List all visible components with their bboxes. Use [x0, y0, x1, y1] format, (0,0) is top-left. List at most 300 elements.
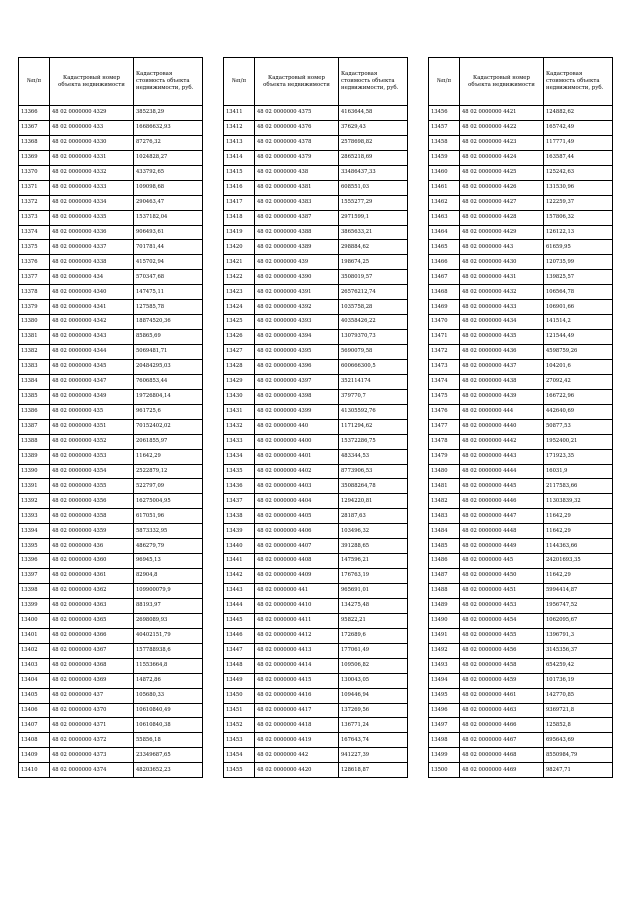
cadastral-number: 48 02 0000000 438: [255, 165, 339, 180]
row-number: 13476: [429, 404, 460, 419]
cadastral-number: 48 02 0000000 4429: [460, 225, 544, 240]
row-number: 13470: [429, 315, 460, 330]
cadastral-value: 9369721,8: [544, 703, 613, 718]
table-row: [429, 315, 613, 330]
row-number: 13373: [19, 210, 50, 225]
cadastral-number: 48 02 0000000 4360: [50, 554, 134, 569]
row-number: 13429: [224, 374, 255, 389]
table-row: [224, 150, 408, 165]
table-row: [19, 345, 203, 360]
table-row: [19, 598, 203, 613]
cadastral-value: 1956747,52: [544, 598, 613, 613]
cadastral-number: 48 02 0000000 4423: [460, 135, 544, 150]
cadastral-value: 5873332,95: [134, 524, 203, 539]
cadastral-number: 48 02 0000000 4387: [255, 210, 339, 225]
row-number: 13458: [429, 135, 460, 150]
row-number: 13410: [19, 763, 50, 778]
table-row: [224, 479, 408, 494]
row-number: 13427: [224, 345, 255, 360]
row-number: 13397: [19, 569, 50, 584]
cadastral-value: 3508019,57: [339, 270, 408, 285]
cadastral-value: 128618,87: [339, 763, 408, 778]
row-number: 13442: [224, 569, 255, 584]
cadastral-value: 5690079,58: [339, 345, 408, 360]
row-number: 13460: [429, 165, 460, 180]
cadastral-number: 48 02 0000000 4353: [50, 449, 134, 464]
cadastral-value: 127585,78: [134, 300, 203, 315]
table-row: [224, 210, 408, 225]
table-row: [429, 643, 613, 658]
cadastral-value: 1555277,29: [339, 195, 408, 210]
cadastral-value: 15372286,75: [339, 434, 408, 449]
row-number: 13392: [19, 494, 50, 509]
cadastral-number: 48 02 0000000 4428: [460, 210, 544, 225]
cadastral-value: 103496,32: [339, 524, 408, 539]
row-number: 13420: [224, 240, 255, 255]
row-number: 13437: [224, 494, 255, 509]
cadastral-value: 142770,85: [544, 688, 613, 703]
row-number: 13454: [224, 748, 255, 763]
table-row: [429, 225, 613, 240]
cadastral-number: 48 02 0000000 4461: [460, 688, 544, 703]
row-number: 13450: [224, 688, 255, 703]
cadastral-value: 11642,29: [544, 569, 613, 584]
row-number: 13386: [19, 404, 50, 419]
table-row: [19, 673, 203, 688]
cadastral-value: 98247,71: [544, 763, 613, 778]
table-row: [429, 524, 613, 539]
row-number: 13452: [224, 718, 255, 733]
cadastral-value: 1171294,62: [339, 419, 408, 434]
cadastral-number: 48 02 0000000 4396: [255, 359, 339, 374]
table-row: [19, 718, 203, 733]
cadastral-number: 48 02 0000000 4433: [460, 300, 544, 315]
cadastral-number: 48 02 0000000 4363: [50, 598, 134, 613]
table-row: [429, 703, 613, 718]
row-number: 13483: [429, 509, 460, 524]
row-number: 13477: [429, 419, 460, 434]
header-cadastral-value: Кадастровая стоимость объекта недвижимости, руб.: [339, 58, 408, 106]
cadastral-value: 124882,62: [544, 106, 613, 121]
cadastral-number: 48 02 0000000 435: [50, 404, 134, 419]
cadastral-value: 941227,39: [339, 748, 408, 763]
table-row: [429, 748, 613, 763]
cadastral-number: 48 02 0000000 4352: [50, 434, 134, 449]
cadastral-number: 48 02 0000000 4447: [460, 509, 544, 524]
cadastral-value: 101736,19: [544, 673, 613, 688]
cadastral-number: 48 02 0000000 444: [460, 404, 544, 419]
table-row: [224, 330, 408, 345]
cadastral-number: 48 02 0000000 4368: [50, 658, 134, 673]
row-number: 13444: [224, 598, 255, 613]
cadastral-value: 147596,21: [339, 554, 408, 569]
table-row: [19, 330, 203, 345]
cadastral-number: 48 02 0000000 4343: [50, 330, 134, 345]
cadastral-number: 48 02 0000000 4374: [50, 763, 134, 778]
row-number: 13378: [19, 285, 50, 300]
cadastral-value: 1024828,27: [134, 150, 203, 165]
cadastral-number: 48 02 0000000 4468: [460, 748, 544, 763]
cadastral-table-1: [18, 57, 203, 778]
cadastral-value: 130043,05: [339, 673, 408, 688]
row-number: 13465: [429, 240, 460, 255]
table-row: [19, 688, 203, 703]
table-row: [224, 106, 408, 121]
table-row: [429, 613, 613, 628]
table-row: [19, 494, 203, 509]
cadastral-value: 20484295,03: [134, 359, 203, 374]
row-number: 13467: [429, 270, 460, 285]
row-number: 13414: [224, 150, 255, 165]
table-header-row: [429, 58, 613, 106]
cadastral-number: 48 02 0000000 4463: [460, 703, 544, 718]
cadastral-value: 483344,53: [339, 449, 408, 464]
table-row: [224, 733, 408, 748]
table-row: [19, 763, 203, 778]
cadastral-number: 48 02 0000000 4395: [255, 345, 339, 360]
table-row: [429, 300, 613, 315]
cadastral-number: 48 02 0000000 4381: [255, 180, 339, 195]
row-number: 13453: [224, 733, 255, 748]
cadastral-number: 48 02 0000000 4361: [50, 569, 134, 584]
cadastral-number: 48 02 0000000 441: [255, 584, 339, 599]
cadastral-number: 48 02 0000000 4394: [255, 330, 339, 345]
cadastral-value: 1294220,81: [339, 494, 408, 509]
row-number: 13500: [429, 763, 460, 778]
table-row: [429, 404, 613, 419]
row-number: 13432: [224, 419, 255, 434]
cadastral-number: 48 02 0000000 4372: [50, 733, 134, 748]
cadastral-value: 109446,94: [339, 688, 408, 703]
cadastral-number: 48 02 0000000 4404: [255, 494, 339, 509]
table-row: [19, 584, 203, 599]
table-row: [224, 524, 408, 539]
cadastral-number: 48 02 0000000 4341: [50, 300, 134, 315]
cadastral-value: 131530,96: [544, 180, 613, 195]
cadastral-value: 117771,49: [544, 135, 613, 150]
row-number: 13486: [429, 554, 460, 569]
table-row: [19, 613, 203, 628]
row-number: 13388: [19, 434, 50, 449]
cadastral-number: 48 02 0000000 4434: [460, 315, 544, 330]
cadastral-number: 48 02 0000000 4344: [50, 345, 134, 360]
table-row: [19, 524, 203, 539]
row-number: 13459: [429, 150, 460, 165]
table-row: [429, 106, 613, 121]
cadastral-value: 5994414,87: [544, 584, 613, 599]
row-number: 13446: [224, 628, 255, 643]
table-row: [429, 419, 613, 434]
cadastral-number: 48 02 0000000 4459: [460, 673, 544, 688]
cadastral-value: 1062095,67: [544, 613, 613, 628]
table-row: [429, 120, 613, 135]
row-number: 13391: [19, 479, 50, 494]
table-row: [19, 628, 203, 643]
cadastral-number: 48 02 0000000 4456: [460, 643, 544, 658]
row-number: 13376: [19, 255, 50, 270]
table-row: [19, 270, 203, 285]
row-number: 13447: [224, 643, 255, 658]
cadastral-number: 48 02 0000000 4334: [50, 195, 134, 210]
cadastral-number: 48 02 0000000 4332: [50, 165, 134, 180]
table-row: [429, 688, 613, 703]
table-row: [429, 240, 613, 255]
cadastral-value: 147475,11: [134, 285, 203, 300]
cadastral-number: 48 02 0000000 4410: [255, 598, 339, 613]
table-row: [429, 434, 613, 449]
cadastral-number: 48 02 0000000 4340: [50, 285, 134, 300]
cadastral-number: 48 02 0000000 4335: [50, 210, 134, 225]
header-number: №п/п: [224, 58, 255, 106]
table-header-row: [19, 58, 203, 106]
cadastral-number: 48 02 0000000 4349: [50, 389, 134, 404]
cadastral-value: 433792,65: [134, 165, 203, 180]
table-row: [429, 330, 613, 345]
table-row: [19, 658, 203, 673]
cadastral-value: 11642,29: [134, 449, 203, 464]
table-row: [224, 539, 408, 554]
cadastral-value: 13079370,73: [339, 330, 408, 345]
cadastral-number: 48 02 0000000 4419: [255, 733, 339, 748]
cadastral-number: 48 02 0000000 4450: [460, 569, 544, 584]
cadastral-value: 136771,24: [339, 718, 408, 733]
table-row: [429, 628, 613, 643]
cadastral-number: 48 02 0000000 4333: [50, 180, 134, 195]
cadastral-value: 134275,48: [339, 598, 408, 613]
cadastral-number: 48 02 0000000 4453: [460, 598, 544, 613]
cadastral-number: 48 02 0000000 443: [460, 240, 544, 255]
row-number: 13415: [224, 165, 255, 180]
table-row: [224, 584, 408, 599]
row-number: 13472: [429, 345, 460, 360]
row-number: 13381: [19, 330, 50, 345]
row-number: 13404: [19, 673, 50, 688]
table-row: [19, 509, 203, 524]
cadastral-number: 48 02 0000000 4425: [460, 165, 544, 180]
row-number: 13416: [224, 180, 255, 195]
cadastral-number: 48 02 0000000 4397: [255, 374, 339, 389]
row-number: 13474: [429, 374, 460, 389]
cadastral-value: 10610840,38: [134, 718, 203, 733]
row-number: 13372: [19, 195, 50, 210]
cadastral-value: 23349687,65: [134, 748, 203, 763]
row-number: 13489: [429, 598, 460, 613]
table-row: [19, 449, 203, 464]
row-number: 13438: [224, 509, 255, 524]
cadastral-number: 48 02 0000000 4370: [50, 703, 134, 718]
cadastral-number: 48 02 0000000 4359: [50, 524, 134, 539]
cadastral-value: 85865,69: [134, 330, 203, 345]
cadastral-value: 27092,42: [544, 374, 613, 389]
cadastral-value: 172689,6: [339, 628, 408, 643]
table-row: [224, 285, 408, 300]
cadastral-value: 617051,96: [134, 509, 203, 524]
cadastral-number: 48 02 0000000 4454: [460, 613, 544, 628]
table-row: [19, 419, 203, 434]
table-row: [19, 106, 203, 121]
cadastral-number: 48 02 0000000 4390: [255, 270, 339, 285]
row-number: 13475: [429, 389, 460, 404]
cadastral-number: 48 02 0000000 4329: [50, 106, 134, 121]
table-row: [429, 165, 613, 180]
table-row: [224, 464, 408, 479]
cadastral-value: 906493,61: [134, 225, 203, 240]
cadastral-value: 139825,57: [544, 270, 613, 285]
cadastral-number: 48 02 0000000 4440: [460, 419, 544, 434]
table-row: [429, 673, 613, 688]
table-row: [429, 718, 613, 733]
row-number: 13366: [19, 106, 50, 121]
cadastral-value: 379770,7: [339, 389, 408, 404]
cadastral-number: 48 02 0000000 4415: [255, 673, 339, 688]
table-row: [429, 345, 613, 360]
table-row: [19, 464, 203, 479]
cadastral-value: 61659,95: [544, 240, 613, 255]
table-row: [224, 225, 408, 240]
cadastral-number: 48 02 0000000 4362: [50, 584, 134, 599]
cadastral-value: 2061855,97: [134, 434, 203, 449]
row-number: 13389: [19, 449, 50, 464]
row-number: 13494: [429, 673, 460, 688]
table-row: [224, 449, 408, 464]
cadastral-number: 48 02 0000000 4451: [460, 584, 544, 599]
cadastral-value: 40358426,22: [339, 315, 408, 330]
row-number: 13479: [429, 449, 460, 464]
cadastral-number: 48 02 0000000 4438: [460, 374, 544, 389]
row-number: 13367: [19, 120, 50, 135]
cadastral-value: 1537182,04: [134, 210, 203, 225]
table-row: [224, 643, 408, 658]
table-row: [224, 718, 408, 733]
cadastral-value: 165742,49: [544, 120, 613, 135]
cadastral-number: 48 02 0000000 4378: [255, 135, 339, 150]
cadastral-number: 48 02 0000000 4403: [255, 479, 339, 494]
row-number: 13430: [224, 389, 255, 404]
row-number: 13468: [429, 285, 460, 300]
cadastral-value: 11303839,32: [544, 494, 613, 509]
table-row: [429, 195, 613, 210]
cadastral-number: 48 02 0000000 433: [50, 120, 134, 135]
row-number: 13402: [19, 643, 50, 658]
row-number: 13482: [429, 494, 460, 509]
cadastral-number: 48 02 0000000 4458: [460, 658, 544, 673]
cadastral-table-3: [428, 57, 613, 778]
table-row: [19, 135, 203, 150]
table-row: [224, 300, 408, 315]
row-number: 13412: [224, 120, 255, 135]
cadastral-number: 48 02 0000000 4367: [50, 643, 134, 658]
cadastral-value: 600666300,5: [339, 359, 408, 374]
cadastral-number: 48 02 0000000 4416: [255, 688, 339, 703]
table-row: [224, 509, 408, 524]
table-row: [19, 165, 203, 180]
cadastral-number: 48 02 0000000 4365: [50, 613, 134, 628]
row-number: 13449: [224, 673, 255, 688]
table-row: [224, 315, 408, 330]
header-cadastral-number: Кадастровый номер объекта недвижимости: [460, 58, 544, 106]
cadastral-value: 109098,68: [134, 180, 203, 195]
cadastral-number: 48 02 0000000 4417: [255, 703, 339, 718]
row-number: 13433: [224, 434, 255, 449]
cadastral-value: 570347,68: [134, 270, 203, 285]
table-row: [19, 225, 203, 240]
cadastral-value: 35088264,78: [339, 479, 408, 494]
row-number: 13423: [224, 285, 255, 300]
row-number: 13440: [224, 539, 255, 554]
cadastral-number: 48 02 0000000 4432: [460, 285, 544, 300]
table-row: [224, 598, 408, 613]
cadastral-value: 654259,42: [544, 658, 613, 673]
cadastral-value: 2117583,66: [544, 479, 613, 494]
cadastral-value: 33486437,33: [339, 165, 408, 180]
cadastral-number: 48 02 0000000 4466: [460, 718, 544, 733]
table-row: [429, 270, 613, 285]
cadastral-value: 125852,8: [544, 718, 613, 733]
table-row: [224, 419, 408, 434]
cadastral-number: 48 02 0000000 4455: [460, 628, 544, 643]
cadastral-value: 11642,29: [544, 509, 613, 524]
cadastral-value: 40402151,79: [134, 628, 203, 643]
row-number: 13422: [224, 270, 255, 285]
table-row: [429, 255, 613, 270]
row-number: 13401: [19, 628, 50, 643]
cadastral-value: 2522879,12: [134, 464, 203, 479]
table-row: [19, 210, 203, 225]
cadastral-table-2: [223, 57, 408, 778]
cadastral-value: 11553664,8: [134, 658, 203, 673]
row-number: 13405: [19, 688, 50, 703]
row-number: 13403: [19, 658, 50, 673]
cadastral-value: 137269,56: [339, 703, 408, 718]
row-number: 13499: [429, 748, 460, 763]
row-number: 13387: [19, 419, 50, 434]
cadastral-number: 48 02 0000000 4379: [255, 150, 339, 165]
cadastral-value: 167643,74: [339, 733, 408, 748]
cadastral-number: 48 02 0000000 4444: [460, 464, 544, 479]
row-number: 13493: [429, 658, 460, 673]
table-row: [224, 703, 408, 718]
row-number: 13462: [429, 195, 460, 210]
cadastral-number: 48 02 0000000 4399: [255, 404, 339, 419]
cadastral-number: 48 02 0000000 4337: [50, 240, 134, 255]
cadastral-value: 2698089,93: [134, 613, 203, 628]
table-row: [19, 733, 203, 748]
cadastral-value: 290463,47: [134, 195, 203, 210]
table-row: [19, 643, 203, 658]
table-row: [224, 195, 408, 210]
cadastral-number: 48 02 0000000 4422: [460, 120, 544, 135]
cadastral-value: 8773906,53: [339, 464, 408, 479]
cadastral-value: 2578698,82: [339, 135, 408, 150]
cadastral-number: 48 02 0000000 4426: [460, 180, 544, 195]
cadastral-number: 48 02 0000000 4366: [50, 628, 134, 643]
cadastral-value: 24201693,35: [544, 554, 613, 569]
row-number: 13413: [224, 135, 255, 150]
cadastral-number: 48 02 0000000 4401: [255, 449, 339, 464]
cadastral-number: 48 02 0000000 4437: [460, 359, 544, 374]
table-row: [429, 494, 613, 509]
cadastral-value: 50877,53: [544, 419, 613, 434]
cadastral-number: 48 02 0000000 4371: [50, 718, 134, 733]
cadastral-number: 48 02 0000000 4449: [460, 539, 544, 554]
cadastral-number: 48 02 0000000 4448: [460, 524, 544, 539]
cadastral-number: 48 02 0000000 4467: [460, 733, 544, 748]
table-row: [19, 240, 203, 255]
table-row: [19, 539, 203, 554]
table-row: [19, 479, 203, 494]
row-number: 13484: [429, 524, 460, 539]
row-number: 13456: [429, 106, 460, 121]
